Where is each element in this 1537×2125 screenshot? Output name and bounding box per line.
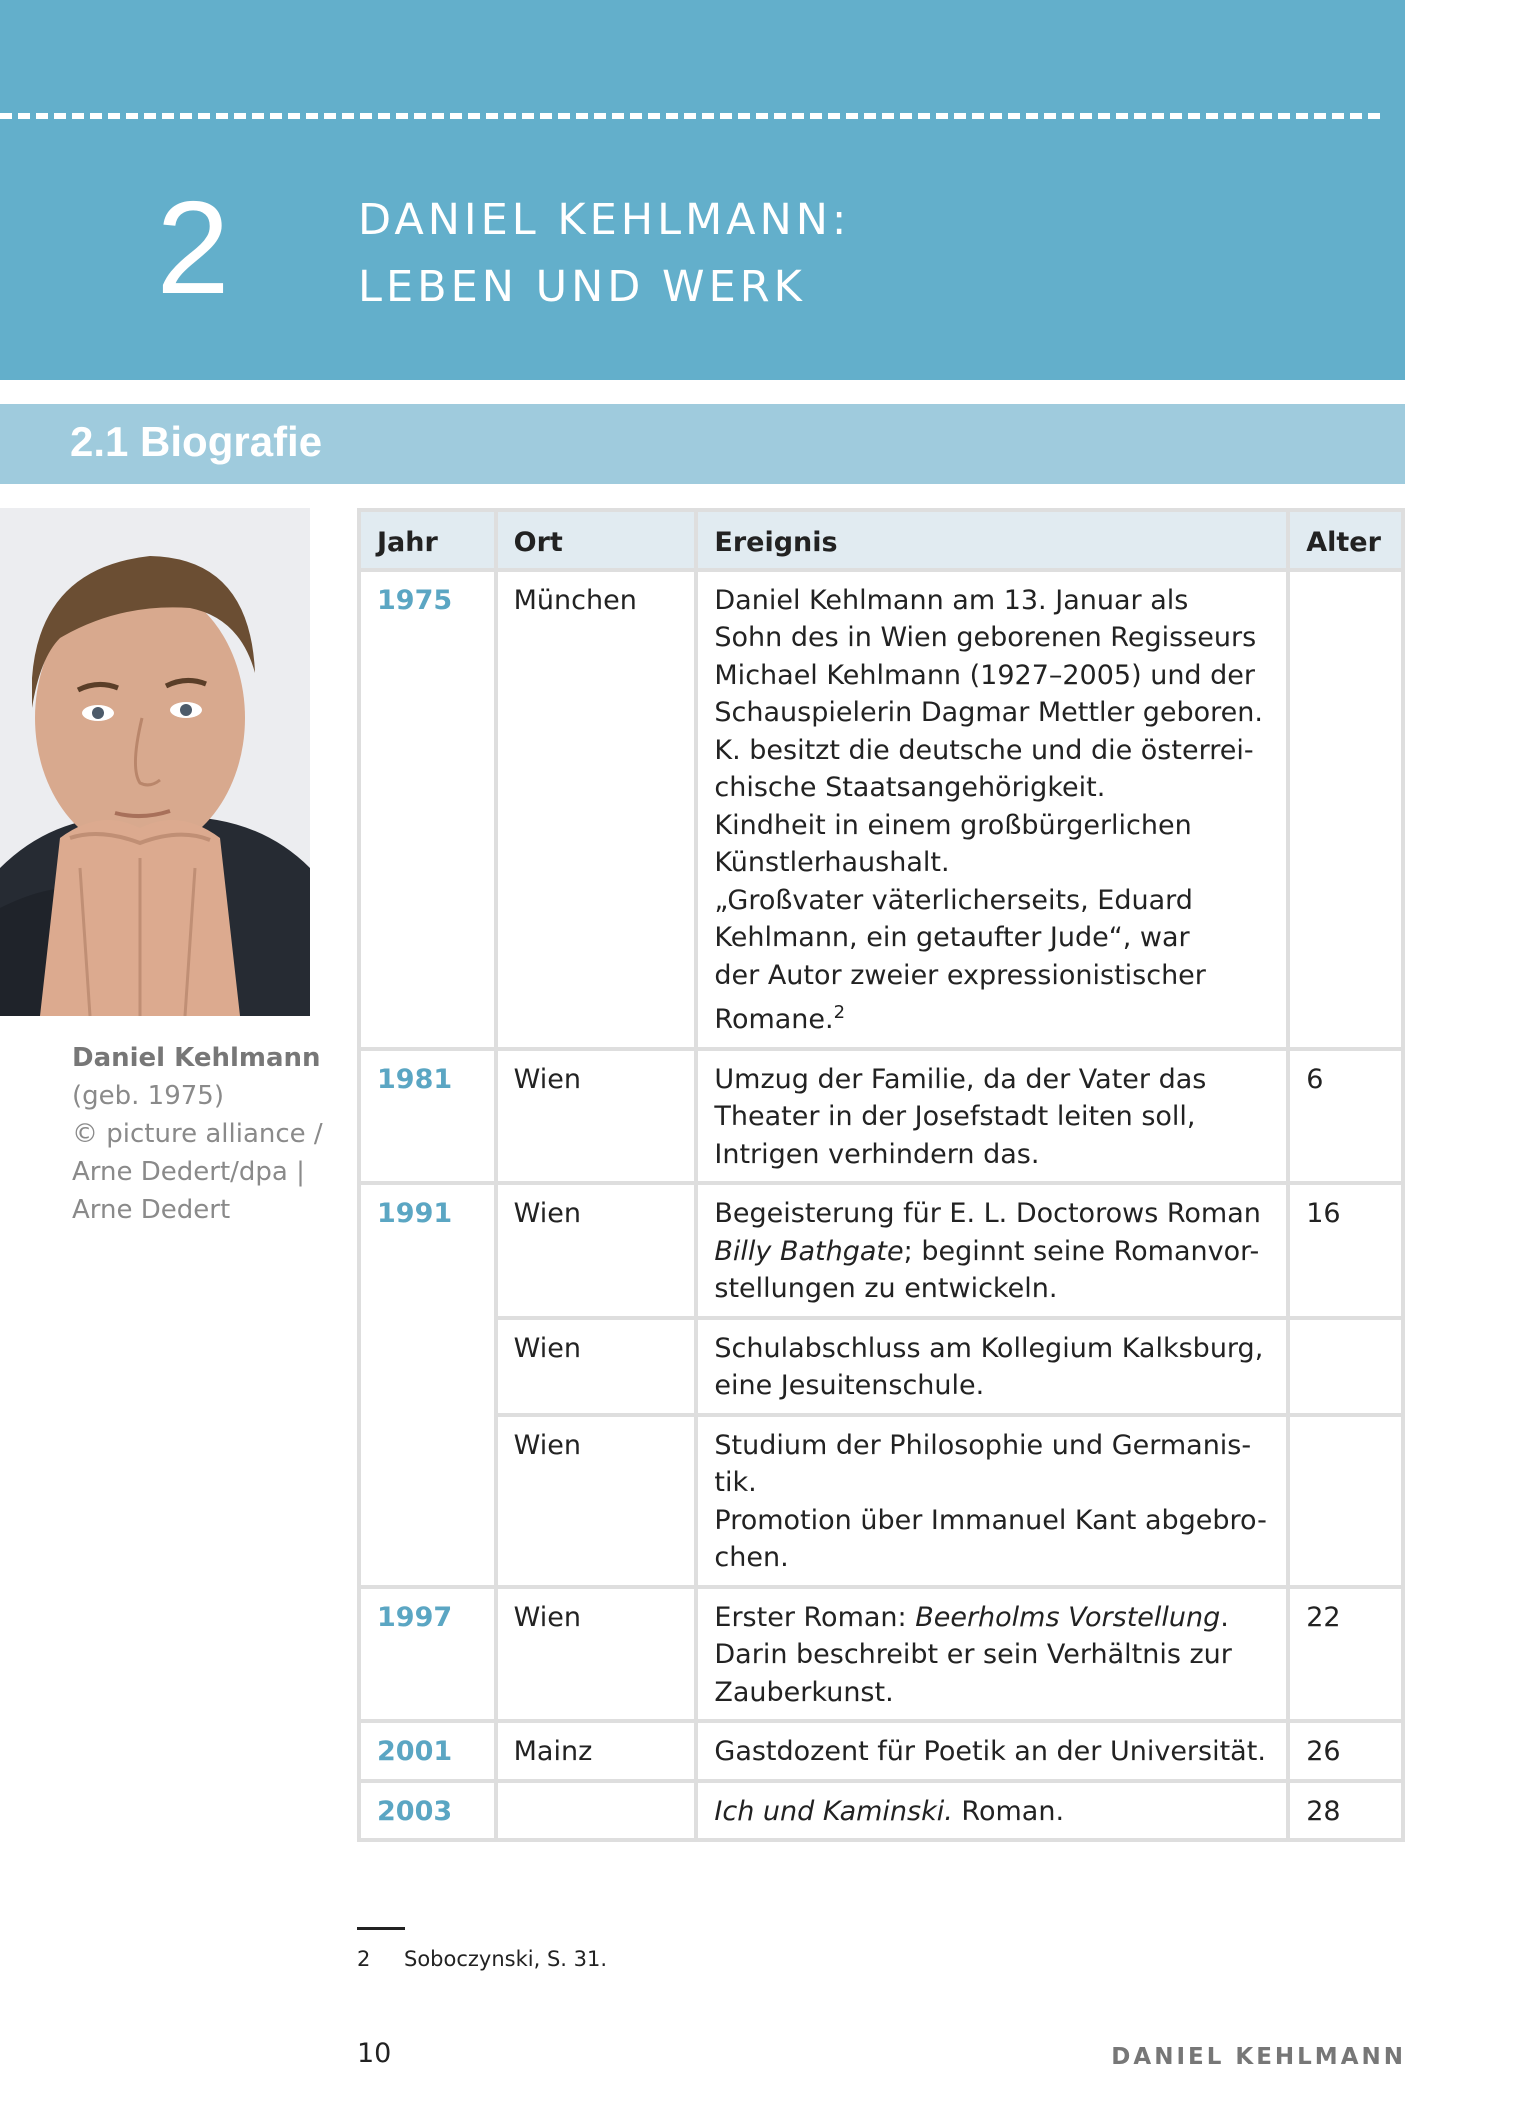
age-cell: 6 <box>1288 1049 1403 1184</box>
event-line: Künstlerhaushalt. <box>714 847 950 878</box>
event-line: eine Jesuitenschule. <box>714 1370 985 1401</box>
place-cell <box>496 1781 697 1841</box>
table-row <box>359 1318 1403 1415</box>
event-line: Schulabschluss am Kollegium Kalksburg, <box>714 1332 1264 1364</box>
event-line: chen. <box>714 1542 789 1573</box>
page-number: 10 <box>357 2038 392 2069</box>
place-cell: Wien <box>496 1415 697 1587</box>
author-portrait <box>0 508 310 1016</box>
event-line: Kindheit in einem großbürgerlichen <box>714 809 1192 841</box>
year-cell: 1991 <box>359 1183 496 1587</box>
event-line: der Autor zweier expressionistischer <box>714 959 1206 991</box>
biography-table <box>357 508 1405 1842</box>
age-cell <box>1288 1318 1403 1415</box>
event-cell <box>696 1587 1288 1722</box>
dashed-divider <box>0 113 1380 119</box>
event-line-text: ; beginnt seine Romanvor- <box>903 1235 1260 1267</box>
column-header-place: Ort <box>496 510 697 570</box>
footnote-number: 2 <box>357 1947 371 1971</box>
chapter-number: 2 <box>156 174 230 321</box>
column-header-event: Ereignis <box>696 510 1288 570</box>
table-row <box>359 570 1403 1049</box>
table-row <box>359 1587 1403 1722</box>
portrait-photo-icon <box>0 508 310 1016</box>
event-line: Gastdozent für Poetik an der Universität. <box>714 1736 1266 1767</box>
event-line: Zauberkunst. <box>714 1676 894 1708</box>
caption-credit: Arne Dedert/dpa | <box>72 1157 305 1187</box>
caption-credit: Arne Dedert <box>72 1195 231 1225</box>
event-cell <box>696 1415 1288 1587</box>
footnote-divider <box>357 1927 405 1930</box>
age-cell <box>1288 1415 1403 1587</box>
place-cell: Mainz <box>496 1721 697 1781</box>
event-cell <box>696 1318 1288 1415</box>
event-line: Intrigen verhindern das. <box>714 1138 1040 1170</box>
age-cell: 28 <box>1288 1781 1403 1841</box>
age-cell <box>1288 570 1403 1049</box>
event-line: tik. <box>714 1467 757 1498</box>
event-line-text: . <box>1220 1601 1229 1633</box>
event-line-text: Erster Roman: <box>714 1601 916 1633</box>
table-header-row <box>359 510 1403 570</box>
place-cell: Wien <box>496 1183 697 1318</box>
section-title: 2.1 Biografie <box>70 418 323 465</box>
footnote-reference: 2 <box>833 1002 846 1023</box>
place-cell: Wien <box>496 1587 697 1722</box>
caption-birth-year: (geb. 1975) <box>72 1081 224 1111</box>
place-cell: München <box>496 570 697 1049</box>
place-cell: Wien <box>496 1318 697 1415</box>
event-line: Michael Kehlmann (1927–2005) und der <box>714 659 1255 691</box>
caption-name: Daniel Kehlmann <box>72 1043 321 1073</box>
event-cell <box>696 1781 1288 1841</box>
event-cell <box>696 1721 1288 1781</box>
event-line <box>714 1599 1270 1637</box>
event-line <box>714 994 1270 1039</box>
event-line: Studium der Philosophie und Germanis- <box>714 1429 1252 1461</box>
event-line: Promotion über Immanuel Kant abgebro- <box>714 1504 1267 1536</box>
age-cell: 16 <box>1288 1183 1403 1318</box>
column-header-year: Jahr <box>359 510 496 570</box>
event-line-text: Roman. <box>952 1795 1065 1827</box>
event-line-text: Romane. <box>714 1004 834 1035</box>
event-line: Theater in der Josefstadt leiten soll, <box>714 1101 1196 1132</box>
event-line: Begeisterung für E. L. Doctorows Roman <box>714 1198 1261 1229</box>
event-line: Umzug der Familie, da der Vater das <box>714 1063 1207 1095</box>
year-cell: 2003 <box>359 1781 496 1841</box>
age-cell: 26 <box>1288 1721 1403 1781</box>
book-title: Billy Bathgate <box>714 1235 904 1267</box>
book-title: Ich und Kaminski. <box>714 1795 953 1827</box>
chapter-title-line-2: LEBEN UND WERK <box>358 262 806 312</box>
event-line: Schauspielerin Dagmar Mettler geboren. <box>714 697 1263 728</box>
table-row <box>359 1415 1403 1587</box>
event-cell <box>696 570 1288 1049</box>
year-cell: 2001 <box>359 1721 496 1781</box>
event-line <box>714 1233 1270 1271</box>
event-line: Sohn des in Wien geborenen Regisseurs <box>714 622 1257 653</box>
year-cell: 1975 <box>359 570 496 1049</box>
event-line <box>714 1793 1270 1831</box>
running-head: DANIEL KEHLMANN <box>1111 2044 1406 2070</box>
table-row <box>359 1183 1403 1318</box>
year-cell: 1981 <box>359 1049 496 1184</box>
column-header-age: Alter <box>1288 510 1403 570</box>
event-line: stellungen zu entwickeln. <box>714 1273 1058 1304</box>
event-line: Kehlmann, ein getaufter Jude“, war <box>714 922 1190 953</box>
event-cell <box>696 1049 1288 1184</box>
event-line: chische Staatsangehörigkeit. <box>714 772 1106 803</box>
footnote-text: Soboczynski, S. 31. <box>404 1947 608 1971</box>
year-cell: 1997 <box>359 1587 496 1722</box>
table-row <box>359 1781 1403 1841</box>
table-row <box>359 1049 1403 1184</box>
event-line: Daniel Kehlmann am 13. Januar als <box>714 584 1189 616</box>
event-line: Darin beschreibt er sein Verhältnis zur <box>714 1639 1232 1670</box>
event-line: K. besitzt die deutsche und die österrei- <box>714 734 1254 766</box>
place-cell: Wien <box>496 1049 697 1184</box>
event-line: „Großvater väterlicherseits, Eduard <box>714 884 1193 916</box>
book-title: Beerholms Vorstellung <box>915 1601 1221 1633</box>
table-row <box>359 1721 1403 1781</box>
caption-credit: © picture alliance / <box>72 1119 323 1149</box>
age-cell: 22 <box>1288 1587 1403 1722</box>
chapter-title-line-1: DANIEL KEHLMANN: <box>358 195 851 245</box>
event-cell <box>696 1183 1288 1318</box>
